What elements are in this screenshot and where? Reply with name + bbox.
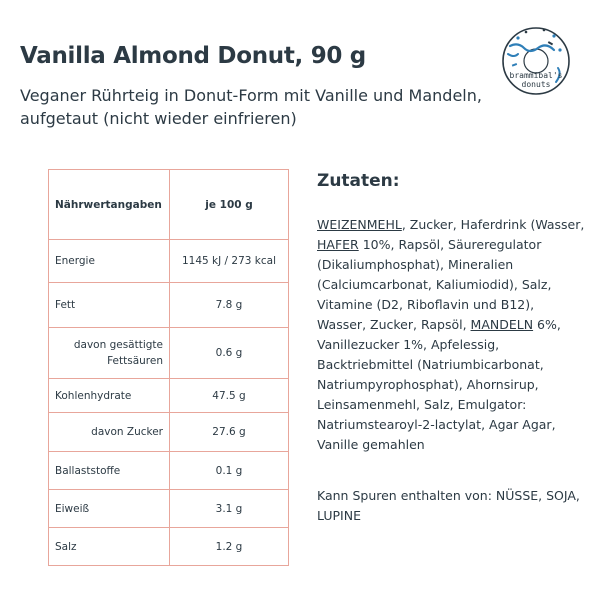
product-subtitle: Veganer Rührteig in Donut-Form mit Vanille und Mandeln, aufgetaut (nicht wieder einfrieren) xyxy=(20,86,482,128)
ingredients-list xyxy=(317,215,587,455)
logo-text-line2: donuts xyxy=(521,80,551,89)
nutrition-row-kohlenhydrate xyxy=(49,379,289,413)
nutrition-value: 47.5 g xyxy=(170,379,289,413)
ingredients-title: Zutaten: xyxy=(317,171,400,191)
nutrition-value: 0.6 g xyxy=(170,328,289,379)
nutrition-value: 3.1 g xyxy=(170,490,289,528)
nutrition-row-gesaettigte-fettsaeuren xyxy=(49,328,289,379)
ingredients-text: 6%, Vanillezucker 1%, Apfelessig, Backtriebmittel (Natriumbicarbonat, Natriumpyrophosphat), Ahornsirup, Leinsamenmehl, Salz, Emulgator: Natriumstearoyl-2-lactylat, Agar Agar, Vanille gemahlen xyxy=(317,317,561,452)
product-title: Vanilla Almond Donut, 90 g xyxy=(20,43,366,69)
logo-text-line1: brammibal's xyxy=(509,71,563,80)
ingredients-text: 10%, Rapsöl, Säureregulator (Dikaliumphosphat), Mineralien (Calciumcarbonat, Kaliumiodid), Salz, Vitamine (D2, Riboflavin und B12), Wasser, Zucker, Rapsöl, xyxy=(317,237,552,332)
nutrition-value: 0.1 g xyxy=(170,452,289,490)
nutrition-row-zucker xyxy=(49,413,289,452)
nutrition-header-row xyxy=(49,170,289,240)
allergen-hafer: HAFER xyxy=(317,237,359,252)
nutrition-value: 1.2 g xyxy=(170,528,289,566)
ingredients-text: , Zucker, Haferdrink (Wasser, xyxy=(401,217,585,232)
nutrition-row-eiweiss xyxy=(49,490,289,528)
nutrition-label: davon Zucker xyxy=(49,413,170,452)
brand-logo xyxy=(496,24,576,102)
nutrition-label: Ballaststoffe xyxy=(49,452,170,490)
nutrition-row-fett xyxy=(49,283,289,328)
allergen-mandeln: MANDELN xyxy=(470,317,534,332)
nutrition-label: davon gesättigte Fettsäuren xyxy=(49,328,170,379)
nutrition-table xyxy=(48,169,289,566)
allergen-weizenmehl: WEIZENMEHL xyxy=(317,217,402,232)
nutrition-label: Energie xyxy=(49,240,170,283)
nutrition-label: Kohlenhydrate xyxy=(49,379,170,413)
nutrition-value: 7.8 g xyxy=(170,283,289,328)
nutrition-label: Eiweiß xyxy=(49,490,170,528)
nutrition-header-value: je 100 g xyxy=(170,170,289,240)
nutrition-value: 1145 kJ / 273 kcal xyxy=(170,240,289,283)
allergens-note: Kann Spuren enthalten von: NÜSSE, SOJA, LUPINE xyxy=(317,488,580,523)
nutrition-label: Salz xyxy=(49,528,170,566)
nutrition-row-energie xyxy=(49,240,289,283)
nutrition-row-salz xyxy=(49,528,289,566)
nutrition-row-ballaststoffe xyxy=(49,452,289,490)
nutrition-label: Fett xyxy=(49,283,170,328)
nutrition-value: 27.6 g xyxy=(170,413,289,452)
nutrition-header-label: Nährwertangaben xyxy=(49,170,170,240)
